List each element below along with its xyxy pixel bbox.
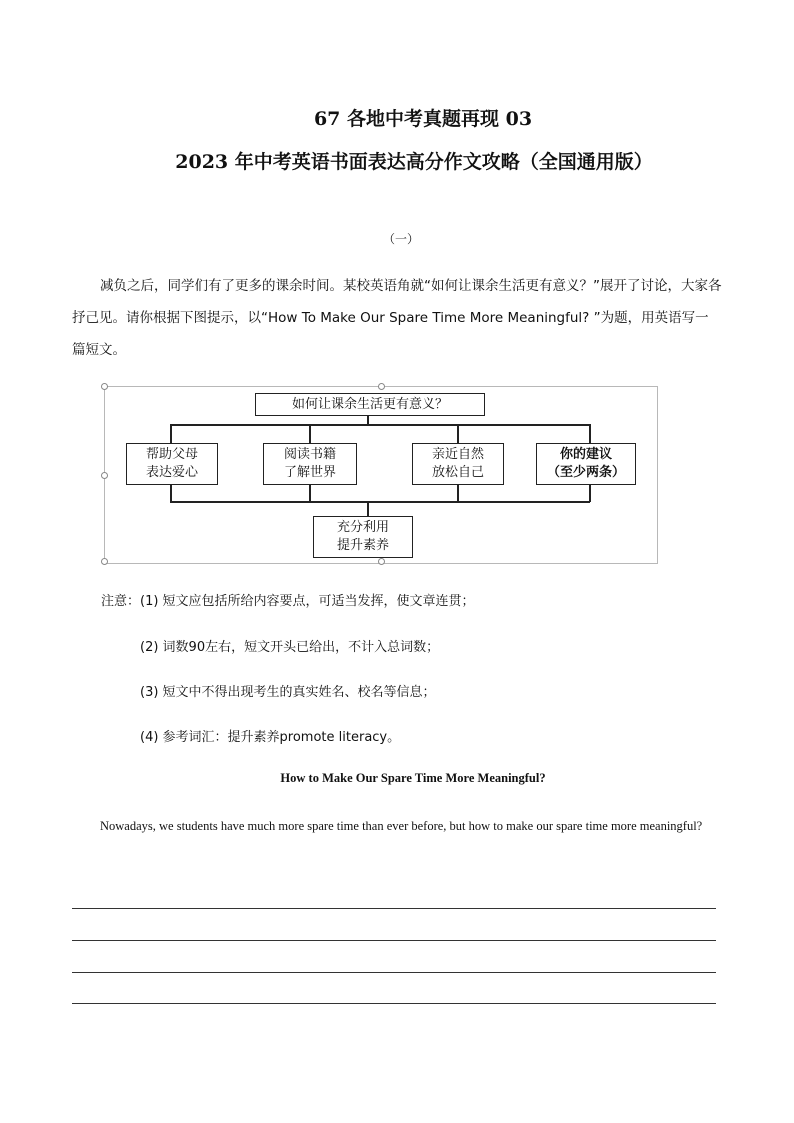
answer-line[interactable] — [72, 1003, 716, 1004]
diagram-box-read-books — [263, 443, 357, 485]
section-label: （一） — [382, 232, 419, 246]
box-line: 阅读书籍 — [283, 447, 336, 462]
connector-line — [367, 501, 369, 517]
box-line: 放松自己 — [431, 465, 484, 480]
resize-handle[interactable] — [378, 383, 385, 390]
connector-line — [589, 424, 591, 444]
mind-map-diagram — [104, 386, 658, 564]
answer-line[interactable] — [72, 908, 716, 909]
note-item: (4) 参考词汇：提升素养promote literacy。 — [140, 730, 401, 745]
note-item: (2) 词数90左右，短文开头已给出，不计入总词数； — [140, 640, 440, 655]
diagram-bottom-box — [313, 516, 413, 558]
diagram-box-help-parents — [126, 443, 218, 485]
connector-line — [589, 485, 591, 502]
box-line: （至少两条） — [546, 465, 625, 480]
resize-handle[interactable] — [101, 472, 108, 479]
connector-line — [309, 424, 311, 444]
box-line: 充分利用 — [336, 520, 389, 535]
diagram-box-your-suggestion — [536, 443, 636, 485]
box-line: 表达爱心 — [145, 465, 198, 480]
diagram-top-text: 如何让课余生活更有意义？ — [291, 396, 448, 412]
diagram-top-box — [255, 393, 485, 416]
answer-line[interactable] — [72, 972, 716, 973]
box-line: 亲近自然 — [431, 447, 484, 462]
resize-handle[interactable] — [101, 383, 108, 390]
task-prompt: 减负之后，同学们有了更多的课余时间。某校英语角就“如何让课余生活更有意义？”展开了讨论，大家各抒己见。请你根据下图提示，以“How To Make Our Spare Time More Meaningful? ”为题，用英语写一篇短文。 — [72, 278, 722, 358]
box-line: 你的建议 — [559, 447, 612, 462]
note-item: 注意：(1) 短文应包括所给内容要点，可适当发挥，使文章连贯； — [101, 594, 475, 609]
connector-line — [170, 424, 172, 444]
box-line: 帮助父母 — [145, 447, 198, 462]
diagram-box-nature — [412, 443, 504, 485]
resize-handle[interactable] — [378, 558, 385, 565]
box-line: 提升素养 — [336, 538, 389, 553]
connector-line — [170, 485, 172, 502]
page-subtitle: 2023 年中考英语书面表达高分作文攻略（全国通用版） — [175, 151, 653, 173]
note-item: (3) 短文中不得出现考生的真实姓名、校名等信息； — [140, 685, 436, 700]
essay-opening: Nowadays, we students have much more spare time than ever before, but how to make our spare time more meaningful? — [100, 819, 703, 833]
box-line: 了解世界 — [283, 465, 336, 480]
page-title: 67 各地中考真题再现 03 — [313, 108, 533, 130]
connector-line — [170, 501, 590, 503]
connector-line — [457, 485, 459, 502]
resize-handle[interactable] — [101, 558, 108, 565]
essay-title: How to Make Our Spare Time More Meaningful? — [280, 771, 546, 785]
connector-line — [457, 424, 459, 444]
connector-line — [309, 485, 311, 502]
answer-line[interactable] — [72, 940, 716, 941]
connector-line — [170, 424, 590, 426]
